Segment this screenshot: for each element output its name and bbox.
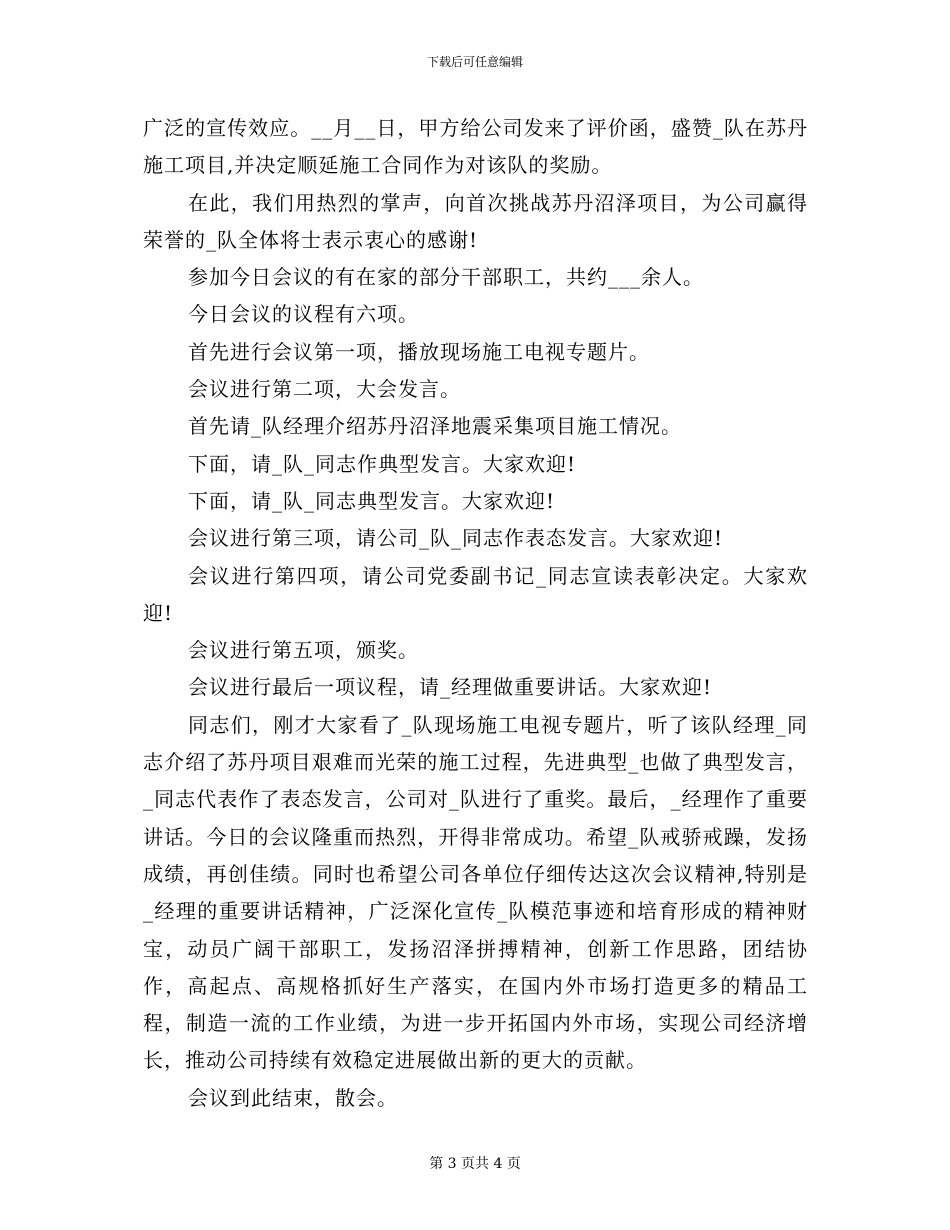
paragraph: 会议进行第四项，请公司党委副书记_同志宣读表彰决定。大家欢迎! bbox=[143, 563, 808, 625]
paragraph: 首先进行会议第一项，播放现场施工电视专题片。 bbox=[188, 339, 650, 364]
paragraph: 首先请_队经理介绍苏丹沼泽地震采集项目施工情况。 bbox=[188, 414, 682, 439]
paragraph: 会议进行第三项，请公司_队_同志作表态发言。大家欢迎! bbox=[188, 526, 724, 551]
page-footer: 第 3 页共 4 页 bbox=[429, 1156, 521, 1172]
paragraph: 下面，请_队_同志典型发言。大家欢迎! bbox=[188, 488, 556, 513]
page-header: 下载后可任意编辑 bbox=[426, 55, 523, 69]
paragraph: 同志们，刚才大家看了_队现场施工电视专题片，听了该队经理_同志介绍了苏丹项目艰难而光荣的施工过程，先进典型_也做了典型发言，_同志代表作了表态发言，公司对_队进行了重奖。最后，_经理作了重要讲话。今日的会议隆重而热烈，开得非常成功。希望_队戒骄戒躁，发扬成绩，再创佳绩。同时也希望公司各单位仔细传达这次会议精神,特别是_经理的重要讲话精神，广泛深化宣传_队模范事迹和培育形成的精神财宝，动员广阔干部职工，发扬沼泽拼搏精神，创新工作思路，团结协作，高起点、高规格抓好生产落实，在国内外市场打造更多的精品工程，制造一流的工作业绩，为进一步开拓国内外市场，实现公司经济增长，推动公司持续有效稳定进展做出新的更大的贡献。 bbox=[143, 712, 808, 1073]
paragraph: 今日会议的议程有六项。 bbox=[188, 302, 419, 327]
document-body bbox=[143, 110, 808, 1117]
paragraph: 会议进行第二项，大会发言。 bbox=[188, 377, 461, 402]
paragraph: 会议进行第五项，颁奖。 bbox=[188, 638, 419, 663]
paragraph: 会议到此结束，散会。 bbox=[188, 1085, 398, 1110]
paragraph: 参加今日会议的有在家的部分干部职工，共约___余人。 bbox=[188, 265, 704, 290]
paragraph: 在此，我们用热烈的掌声，向首次挑战苏丹沼泽项目，为公司赢得荣誉的_队全体将士表示衷心的感谢! bbox=[143, 190, 808, 252]
paragraph: 下面，请_队_同志作典型发言。大家欢迎! bbox=[188, 451, 577, 476]
paragraph: 会议进行最后一项议程，请_经理做重要讲话。大家欢迎! bbox=[188, 675, 713, 700]
paragraph: 广泛的宣传效应。__月__日，甲方给公司发来了评价函，盛赞_队在苏丹施工项目,并决定顺延施工合同作为对该队的奖励。 bbox=[143, 116, 808, 178]
